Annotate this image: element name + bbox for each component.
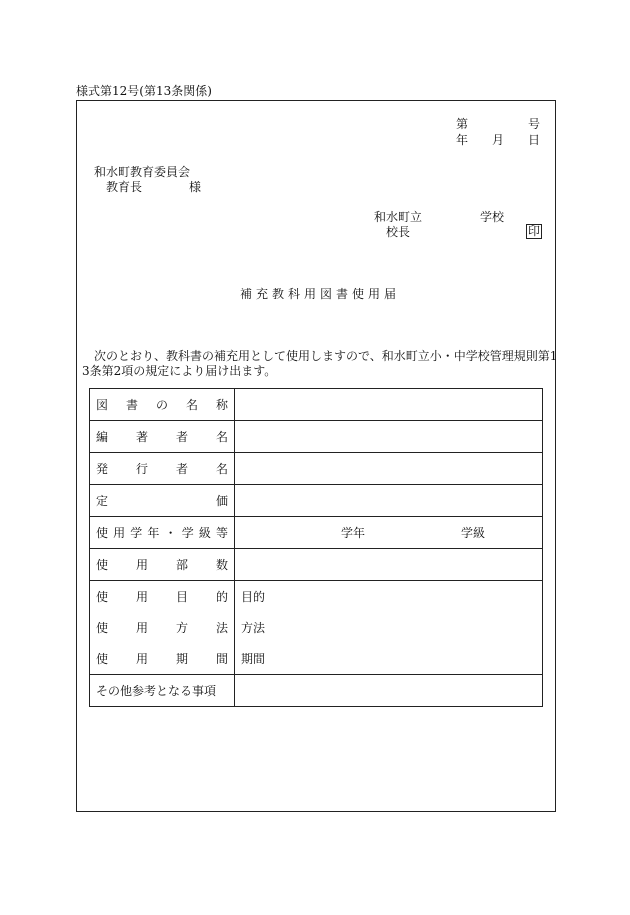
label-char: 称 [215,398,228,412]
row-label [96,650,228,667]
label-char: 名 [185,398,198,412]
period-field[interactable]: 期間 [241,652,266,666]
row-label [96,588,228,605]
copies-field[interactable] [235,549,543,581]
row-label: その他参考となる事項 [96,684,217,698]
label-char: 数 [215,558,228,572]
table-row [90,389,543,421]
label-char: 用 [113,526,126,540]
form-number: 様式第12号(第13条関係) [76,84,212,98]
label-char: 使 [96,558,109,572]
body-text-line2: 3条第2項の規定により届け出ます。 [82,364,277,378]
table-row [90,549,543,581]
label-char: 編 [96,430,109,444]
label-char: 的 [215,590,228,604]
label-char: 部 [175,558,188,572]
label-char: 用 [135,621,148,635]
label-char: 学 [130,526,143,540]
table-row [90,517,543,549]
date-day: 日 [528,133,541,147]
document-title: 補充教科用図書使用届 [240,287,401,301]
sender-school: 学校 [480,210,505,224]
label-char: 間 [215,652,228,666]
form-table [89,388,543,707]
label-char: 著 [135,430,148,444]
grade-unit: 学年 [341,526,366,540]
seal-mark: 印 [528,224,541,238]
label-char: 行 [135,462,148,476]
label-char: 書 [125,398,138,412]
sender-town: 和水町立 [374,210,423,224]
label-char: 用 [135,558,148,572]
addressee-title: 教育長 [106,180,143,194]
row-label [96,492,228,509]
label-char: 等 [215,526,228,540]
table-row [90,581,543,675]
class-unit: 学級 [461,526,486,540]
book-name-field[interactable] [235,389,543,421]
doc-number-dai: 第 [456,117,469,131]
addressee-honorific: 様 [189,180,202,194]
label-char: 目 [175,590,188,604]
label-char: 年 [147,526,160,540]
label-char: 期 [175,652,188,666]
table-row [90,675,543,707]
label-char: 使 [96,526,109,540]
date-year: 年 [456,133,469,147]
label-char: 用 [135,590,148,604]
label-char: 法 [215,621,228,635]
row-label [96,619,228,636]
method-field[interactable]: 方法 [241,621,266,635]
label-char: 者 [175,462,188,476]
label-char: の [155,398,168,412]
row-label [96,524,228,541]
label-char: 者 [175,430,188,444]
row-label [96,428,228,445]
label-char: 使 [96,621,109,635]
label-char: 級 [198,526,211,540]
table-row [90,421,543,453]
label-char: 価 [215,494,228,508]
label-char: 使 [96,652,109,666]
table-row [90,485,543,517]
table-row [90,453,543,485]
publisher-field[interactable] [235,453,543,485]
label-char: ・ [164,526,177,540]
label-char: 方 [175,621,188,635]
label-char: 学 [181,526,194,540]
label-char: 用 [135,652,148,666]
row-label [96,460,228,477]
doc-number-go: 号 [528,117,541,131]
label-char: 名 [215,462,228,476]
label-char: 図 [96,398,109,412]
grade-field[interactable] [235,517,543,549]
body-text-line1: 次のとおり、教科書の補充用として使用しますので、和水町立小・中学校管理規則第1 [94,349,558,363]
row-label [96,396,228,413]
label-char: 使 [96,590,109,604]
label-char: 名 [215,430,228,444]
purpose-field[interactable]: 目的 [241,590,266,604]
sender-principal: 校長 [386,225,411,239]
price-field[interactable] [235,485,543,517]
other-notes-field[interactable] [235,675,543,707]
author-field[interactable] [235,421,543,453]
date-month: 月 [492,133,505,147]
addressee-org: 和水町教育委員会 [94,165,191,179]
label-char: 発 [96,462,109,476]
label-char: 定 [96,494,109,508]
row-label [96,556,228,573]
